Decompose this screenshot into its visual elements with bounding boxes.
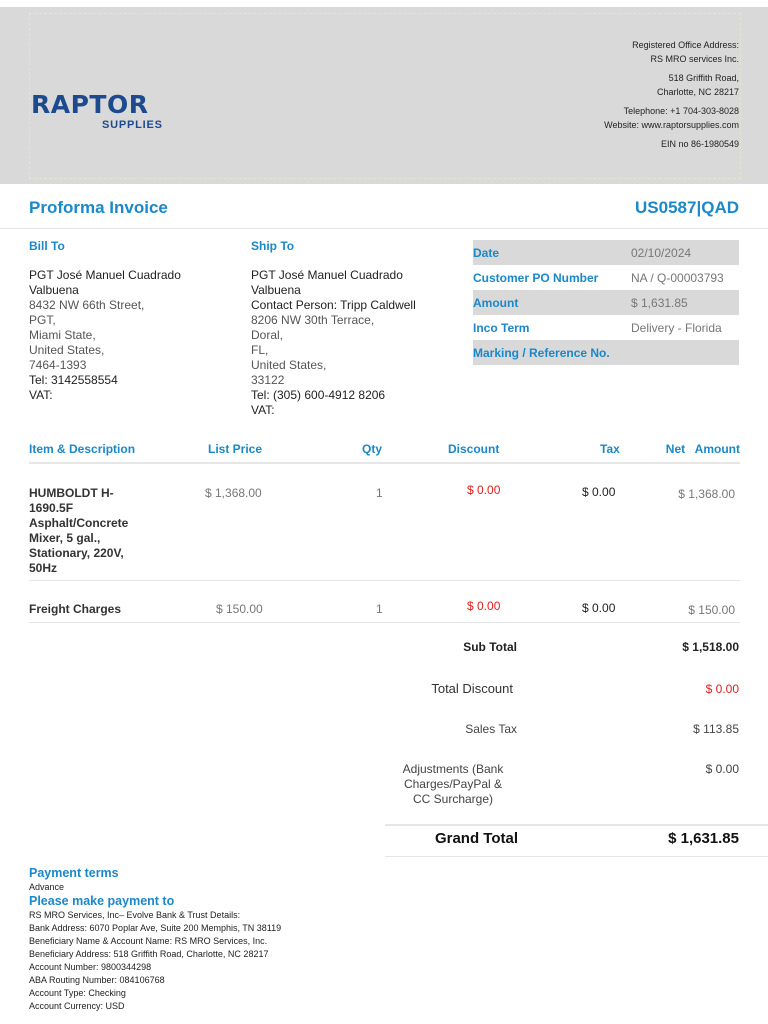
divider <box>385 824 768 826</box>
adjustments-label-line: Charges/PayPal & <box>403 777 503 791</box>
col-discount: Discount <box>448 442 500 456</box>
total-discount-value: $ 0.00 <box>705 682 739 696</box>
payment-terms-value: Advance <box>29 882 65 892</box>
meta-value: Delivery - Florida <box>631 320 722 335</box>
adjustments-value: $ 0.00 <box>705 762 739 776</box>
ship-to-tel: Tel: (305) 600-4912 8206 <box>251 388 386 402</box>
office-address-block <box>604 39 739 152</box>
ship-to-name: PGT José Manuel Cuadrado <box>251 268 403 282</box>
office-line: Charlotte, NC 28217 <box>656 86 739 97</box>
item-description-line: Mixer, 5 gal., <box>29 531 101 545</box>
col-description: Item & Description <box>29 442 136 456</box>
bill-to-address-line: Miami State, <box>29 328 96 342</box>
item-description <box>29 486 139 576</box>
item-description: Freight Charges <box>29 602 122 616</box>
col-tax: Tax <box>600 442 620 456</box>
ship-to-address-line: United States, <box>251 358 327 372</box>
meta-row-date <box>473 240 739 265</box>
col-qty: Qty <box>362 442 383 456</box>
sub-total-value: $ 1,518.00 <box>682 640 739 654</box>
sales-tax-label: Sales Tax <box>465 722 517 736</box>
office-line: 518 Griffith Road, <box>668 73 739 83</box>
ship-to-address-line: 8206 NW 30th Terrace, <box>251 313 375 327</box>
item-description-line: Asphalt/Concrete <box>29 516 129 530</box>
grand-total-label: Grand Total <box>434 830 518 847</box>
adjustments-label-line: Adjustments (Bank <box>402 762 504 776</box>
bank-detail-line: Beneficiary Name & Account Name: RS MRO Services, Inc. <box>29 936 268 946</box>
bank-detail-line: Account Number: 9800344298 <box>29 962 152 972</box>
company-logo <box>31 92 161 132</box>
item-tax: $ 0.00 <box>582 601 616 615</box>
invoice-meta-table <box>473 240 739 365</box>
ship-to-name: Valbuena <box>251 283 301 297</box>
sub-total-label: Sub Total <box>463 640 517 654</box>
bill-to-heading: Bill To <box>29 239 65 253</box>
table-row <box>29 466 740 581</box>
item-description-line: 50Hz <box>29 561 58 575</box>
meta-row-customer-po <box>473 265 739 290</box>
items-table-header <box>29 442 740 464</box>
item-discount: $ 0.00 <box>467 483 501 497</box>
meta-value: NA / Q-00003793 <box>631 270 724 285</box>
item-tax: $ 0.00 <box>582 485 616 499</box>
bank-detail-line: Bank Address: 6070 Poplar Ave, Suite 200 Memphis, TN 38119 <box>29 923 282 933</box>
divider <box>385 856 768 857</box>
sales-tax-value: $ 113.85 <box>693 722 739 736</box>
grand-total-value: $ 1,631.85 <box>668 830 739 847</box>
ship-to-contact: Contact Person: Tripp Caldwell <box>251 298 416 312</box>
item-net-amount: $ 1,368.00 <box>678 487 735 501</box>
item-description-line: 1690.5F <box>29 501 74 515</box>
office-telephone: Telephone: +1 704-303-8028 <box>623 106 739 116</box>
meta-label: Inco Term <box>473 320 530 335</box>
total-discount-label: Total Discount <box>431 681 513 696</box>
item-qty: 1 <box>376 486 383 500</box>
logo-wordmark: RAPTOR <box>31 90 149 119</box>
col-list-price: List Price <box>208 442 263 456</box>
item-list-price: $ 150.00 <box>216 602 263 616</box>
invoice-header <box>0 7 768 184</box>
bill-to-tel: Tel: 3142558554 <box>29 373 118 387</box>
adjustments-label <box>388 762 518 807</box>
item-list-price: $ 1,368.00 <box>205 486 262 500</box>
item-description-line: Stationary, 220V, <box>29 546 124 560</box>
item-qty: 1 <box>376 602 383 616</box>
bank-detail-line: ABA Routing Number: 084106768 <box>29 975 165 985</box>
payment-terms-heading: Payment terms <box>29 866 119 880</box>
ship-to-address-line: FL, <box>251 343 269 357</box>
meta-label: Date <box>473 245 500 260</box>
meta-label: Amount <box>473 295 519 310</box>
ship-to-address-line: Doral, <box>251 328 284 342</box>
bill-to-address-line: 7464-1393 <box>29 358 87 372</box>
bank-detail-line: Account Currency: USD <box>29 1001 125 1011</box>
ship-to-heading: Ship To <box>251 239 295 253</box>
table-row <box>29 581 740 623</box>
bank-detail-line: Account Type: Checking <box>29 988 126 998</box>
divider <box>0 228 768 229</box>
document-number: US0587|QAD <box>635 198 739 217</box>
payment-block <box>29 866 429 1013</box>
title-row <box>29 198 739 220</box>
bill-to-vat: VAT: <box>29 388 53 402</box>
make-payment-heading: Please make payment to <box>29 894 175 908</box>
meta-row-inco-term <box>473 315 739 340</box>
item-discount: $ 0.00 <box>467 599 501 613</box>
meta-label: Customer PO Number <box>473 270 599 285</box>
meta-label: Marking / Reference No. <box>473 345 610 360</box>
col-net-amount: Net Amount <box>665 442 740 456</box>
meta-value: $ 1,631.85 <box>631 295 688 310</box>
bill-to-name: Valbuena <box>29 283 79 297</box>
bill-to-address-line: United States, <box>29 343 105 357</box>
item-description-line: HUMBOLDT H- <box>29 486 114 500</box>
bill-to-address-line: 8432 NW 66th Street, <box>29 298 145 312</box>
office-ein: EIN no 86-1980549 <box>660 139 739 149</box>
bank-detail-line: RS MRO Services, Inc– Evolve Bank & Trust Details: <box>29 910 241 920</box>
ship-to-block <box>251 239 451 418</box>
ship-to-address-line: 33122 <box>251 373 285 387</box>
adjustments-label-line: CC Surcharge) <box>412 792 494 806</box>
meta-value: 02/10/2024 <box>631 245 692 260</box>
logo-subtitle: SUPPLIES <box>102 119 163 131</box>
ship-to-vat: VAT: <box>251 403 275 417</box>
bill-to-block <box>29 239 229 403</box>
bank-detail-line: Beneficiary Address: 518 Griffith Road, Charlotte, NC 28217 <box>29 949 269 959</box>
bill-to-address-line: PGT, <box>29 313 56 327</box>
office-website: Website: www.raptorsupplies.com <box>604 119 739 130</box>
item-net-amount: $ 150.00 <box>688 603 735 617</box>
office-line: RS MRO services Inc. <box>650 53 739 64</box>
meta-row-marking-reference <box>473 340 739 365</box>
document-title: Proforma Invoice <box>29 198 168 217</box>
office-line: Registered Office Address: <box>632 40 739 50</box>
meta-row-amount <box>473 290 739 315</box>
bill-to-name: PGT José Manuel Cuadrado <box>29 268 181 282</box>
